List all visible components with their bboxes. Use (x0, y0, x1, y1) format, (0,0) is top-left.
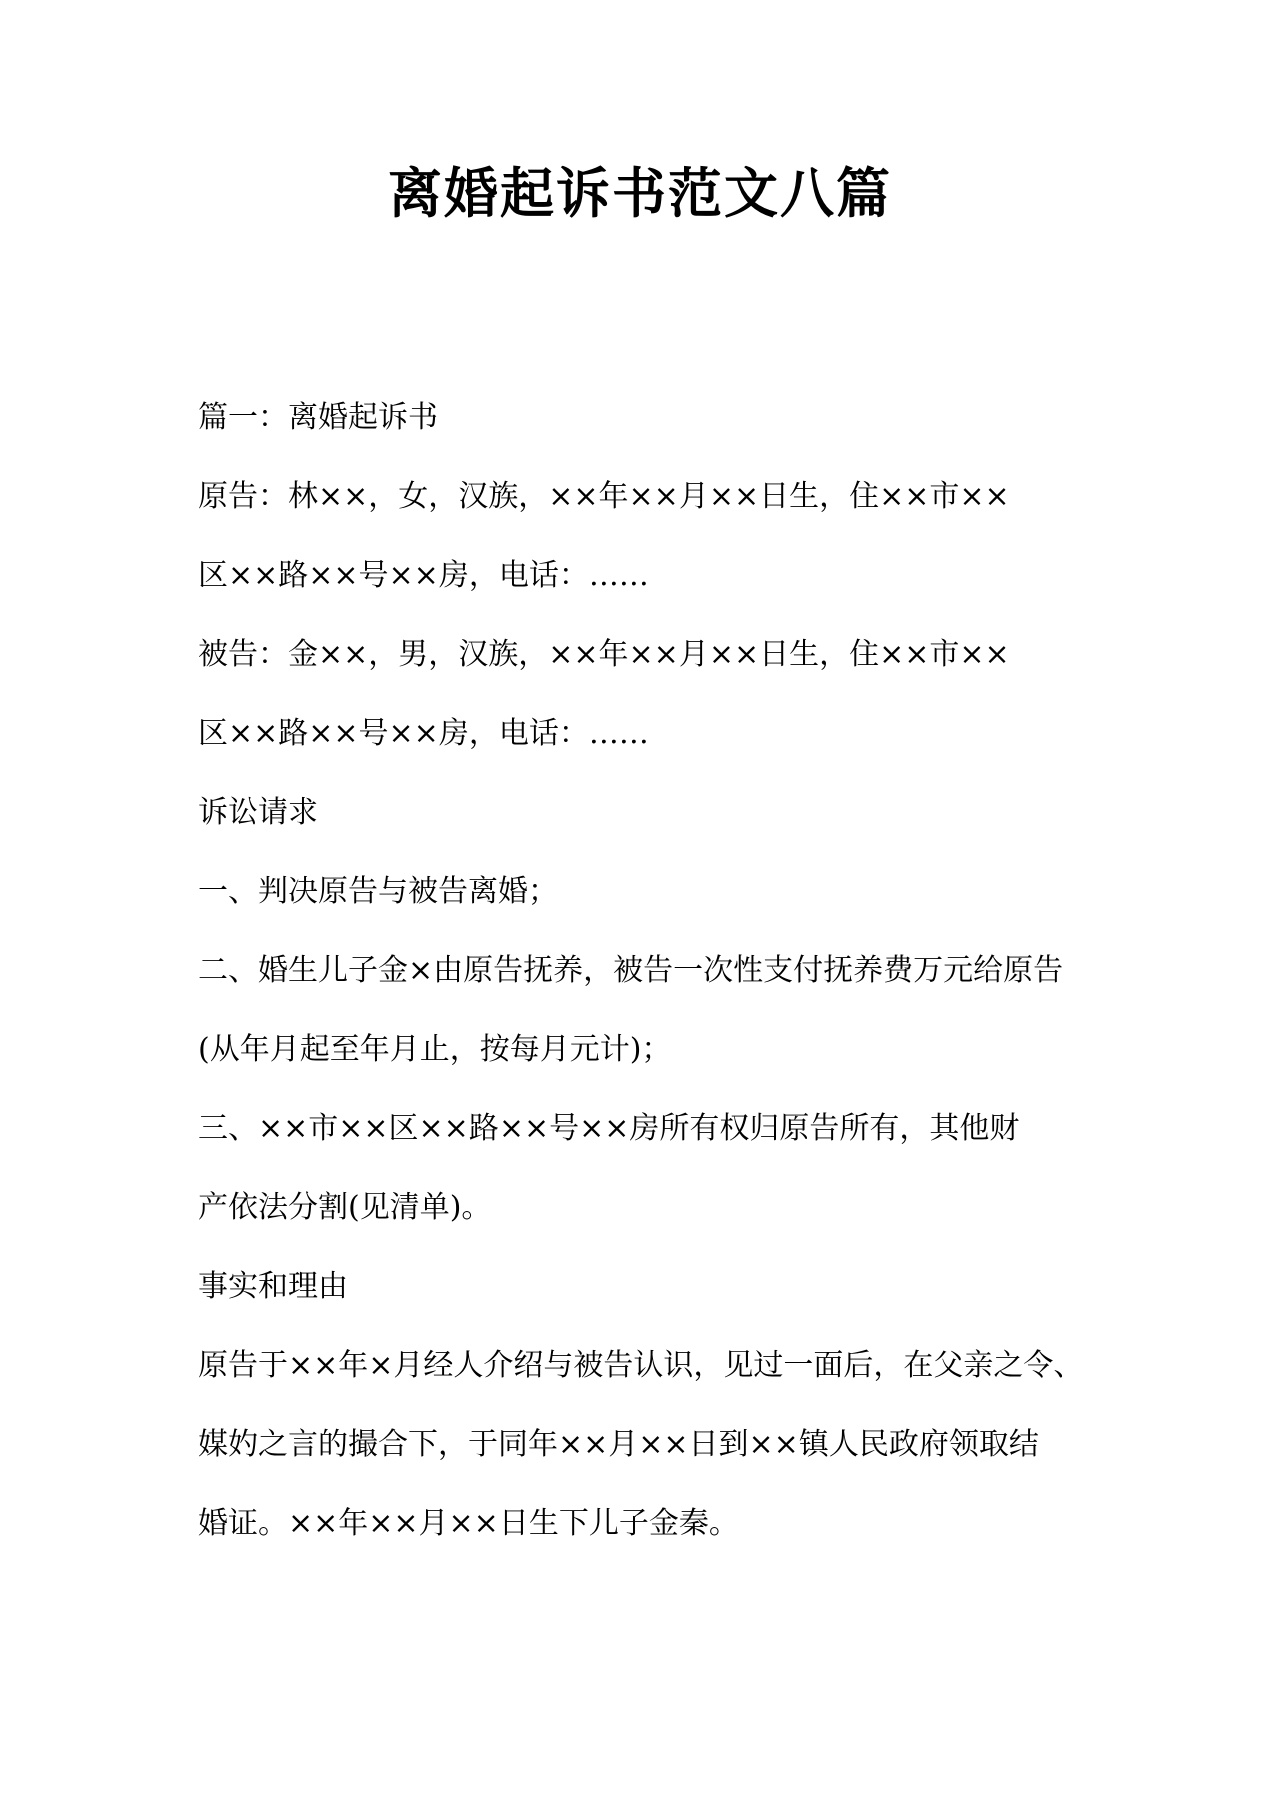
section-heading-part-one: 篇一：离婚起诉书 (198, 400, 438, 435)
defendant-info-line-2: 区××路××号××房，电话：…… (198, 716, 649, 751)
claims-heading: 诉讼请求 (198, 795, 318, 830)
facts-paragraph-line-2: 媒妁之言的撮合下，于同年××月××日到××镇人民政府领取结 (198, 1427, 1039, 1462)
facts-heading: 事实和理由 (198, 1269, 348, 1304)
facts-paragraph-line-1: 原告于××年×月经人介绍与被告认识，见过一面后，在父亲之令、 (198, 1348, 1084, 1383)
claim-1: 一、判决原告与被告离婚； (198, 874, 558, 909)
defendant-info-line-1: 被告：金××，男，汉族，××年××月××日生，住××市×× (198, 637, 1010, 672)
claim-2-line-1: 二、婚生儿子金×由原告抚养，被告一次性支付抚养费万元给原告 (198, 953, 1064, 988)
plaintiff-info-line-2: 区××路××号××房，电话：…… (198, 558, 649, 593)
claim-2-line-2: (从年月起至年月止，按每月元计)； (198, 1032, 672, 1067)
document-body (198, 378, 1098, 1563)
claim-3-line-1: 三、××市××区××路××号××房所有权归原告所有，其他财 (198, 1111, 1020, 1146)
plaintiff-info-line-1: 原告：林××，女，汉族，××年××月××日生，住××市×× (198, 479, 1010, 514)
facts-paragraph-line-3: 婚证。××年××月××日生下儿子金秦。 (198, 1506, 739, 1541)
document-title: 离婚起诉书范文八篇 (388, 161, 892, 225)
claim-3-line-2: 产依法分割(见清单)。 (198, 1190, 492, 1225)
